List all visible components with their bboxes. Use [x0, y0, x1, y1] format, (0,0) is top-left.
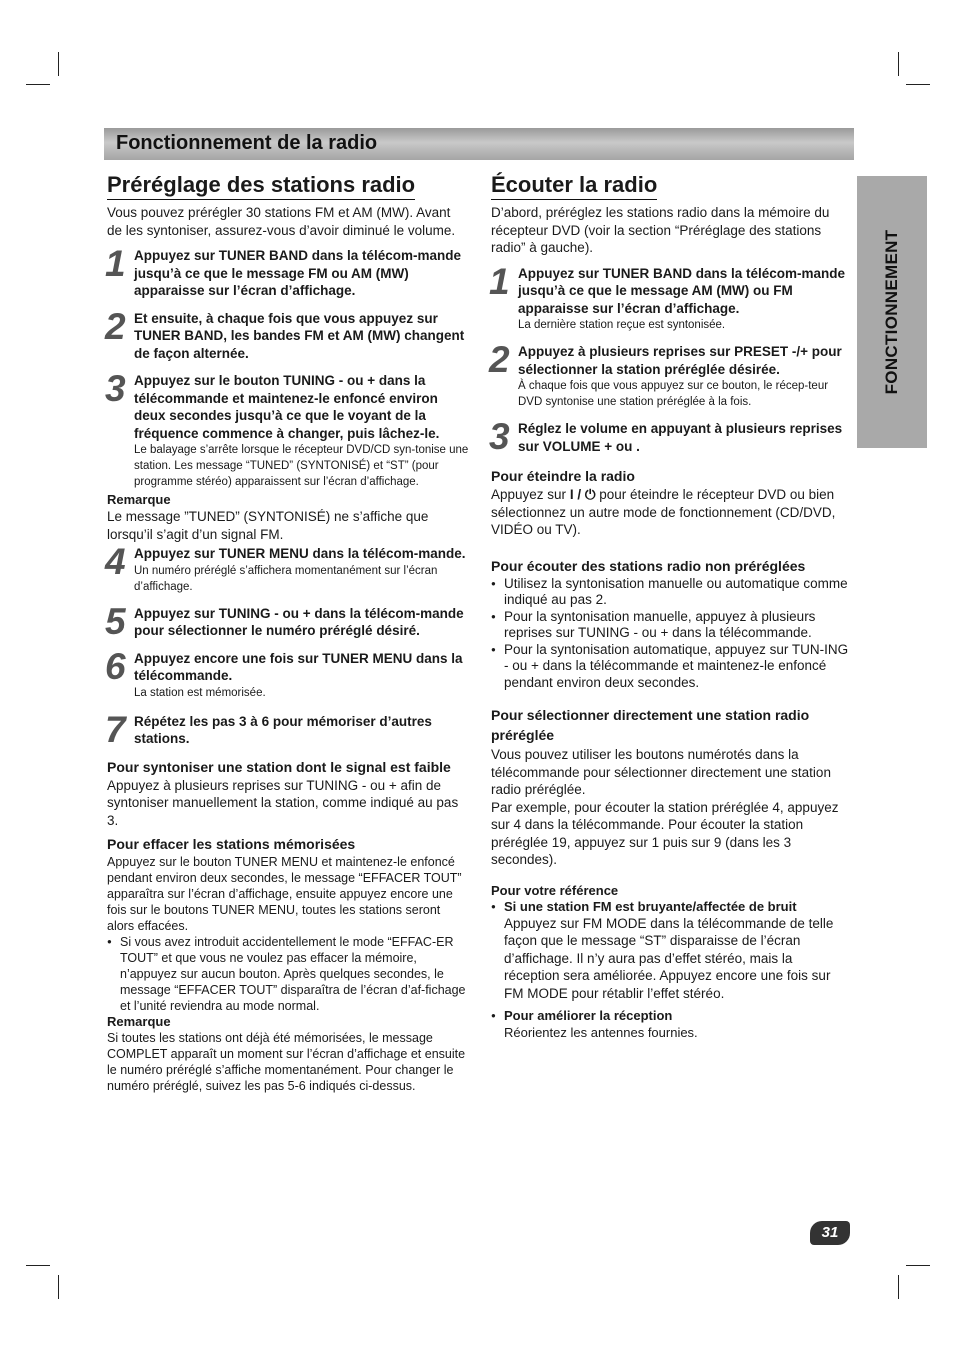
left-title: Préréglage des stations radio: [107, 172, 415, 200]
step-instruction: Appuyez sur TUNER BAND dans la télécom-mande jusqu’à ce que le message AM (MW) ou FM apparaisse sur l’écran d’affichage.: [518, 265, 846, 316]
radio-off-text: [491, 486, 851, 539]
crop-mark: [906, 84, 930, 85]
remark-title: Remarque: [107, 1014, 171, 1029]
step-number: 3: [489, 416, 510, 457]
crop-mark: [58, 1275, 59, 1299]
power-icon: I / ⏻: [569, 487, 596, 502]
step-item: [105, 708, 469, 750]
section-title: Fonctionnement de la radio: [116, 132, 378, 154]
crop-mark: [58, 52, 59, 76]
direct-select-example: Par exemple, pour écouter la station préréglée 4, appuyez sur 4 dans la télécommande. Pour écouter la station préréglée 19, appuyez sur 1 puis sur 9 (dans les 3 secondes).: [491, 799, 839, 867]
erase-bullets: [107, 934, 469, 1014]
step-instruction: Et ensuite, à chaque fois que vous appuyez sur TUNER BAND, les bandes FM et AM (MW) changent de façon alternée.: [134, 310, 465, 361]
step-instruction: Appuyez sur TUNER MENU dans la télécom-mande.: [134, 546, 466, 561]
step-item: [489, 260, 851, 334]
step-item: [489, 339, 851, 410]
step-instruction: Appuyez à plusieurs reprises sur PRESET -/+ pour sélectionner la station préréglée désirée.: [518, 344, 842, 377]
list-item: ● Pour la syntonisation automatique, appuyez sur TUN-ING - ou + dans la télécommande et maintenez-le enfoncé pendant environ deux secondes.: [491, 642, 851, 692]
list-item: ● Pour la syntonisation manuelle, appuyez à plusieurs reprises sur TUNING - ou + dans la télécommande.: [491, 609, 851, 642]
step-number: 1: [105, 243, 126, 284]
sidebar-tab-label: FONCTIONNEMENT: [882, 229, 901, 395]
remark-text: Le message ”TUNED” (SYNTONISÉ) ne s’affiche que lorsqu’il s’agit d’un signal FM.: [107, 509, 429, 542]
reference-item-title: ● Si une station FM est bruyante/affectée de bruit: [504, 898, 797, 914]
step-item: [489, 416, 851, 457]
right-column: [491, 172, 851, 1042]
step-number: 2: [489, 339, 510, 380]
sidebar-tab: [857, 176, 927, 448]
reference-item-text: Appuyez sur FM MODE dans la télécommande de telle façon que le message “ST” disparaisse de l’écran d’affichage. Il n’y aura pas d’effet stéréo, mais la réception sera améliorée. Appuyez encore une fois sur FM MODE pour rétablir l’effet stéréo.: [504, 915, 834, 1001]
step-instruction: Réglez le volume en appuyant à plusieurs reprises sur VOLUME + ou .: [518, 421, 843, 454]
non-preset-bullets: [491, 576, 851, 692]
step-instruction: Répétez les pas 3 à 6 pour mémoriser d’autres stations.: [134, 713, 432, 746]
section-header-band: [104, 128, 854, 160]
radio-off-heading: Pour éteindre la radio: [491, 468, 635, 484]
left-column: [107, 172, 469, 1094]
step-item: [105, 541, 469, 595]
crop-mark: [26, 84, 50, 85]
step-number: 5: [105, 600, 126, 642]
right-title: Écouter la radio: [491, 172, 657, 200]
direct-select-heading: Pour sélectionner directement une station radio préréglée: [491, 707, 810, 743]
list-item: ● Si vous avez introduit accidentellement le mode “EFFAC-ER TOUT” et que vous ne voulez pas effacer la mémoire, n’appuyez sur aucun bouton. Après quelques secondes, le message “EFFACER TOUT” disparaîtra de l’écran d’af-fichage et l’unité reviendra au mode normal.: [107, 934, 469, 1014]
step-number: 7: [105, 708, 126, 750]
list-item: [491, 899, 851, 1003]
right-intro: D’abord, préréglez les stations radio dans la mémoire du récepteur DVD (voir la section “Préréglage des stations radio” à gauche).: [491, 205, 830, 255]
reference-item-text: Réorientez les antennes fournies.: [504, 1025, 698, 1040]
step-note: La station est mémorisée.: [134, 686, 266, 699]
step-note: Le balayage s’arrête lorsque le récepteur DVD/CD syn-tonise une station. Les message “TUNED” (SYNTONISÉ) et “ST” (pour programme stéréo) apparaissent sur l’écran d’affichage.: [134, 444, 469, 488]
step-instruction: Appuyez sur le bouton TUNING - ou + dans la télécommande et maintenez-le enfoncé environ deux secondes jusqu’à ce que le voyant de la fréquence commence à changer, puis lâchez-le.: [134, 373, 440, 441]
left-intro: Vous pouvez prérégler 30 stations FM et AM (MW). Avant de les syntoniser, assurez-vous d’avoir diminué le volume.: [107, 205, 456, 238]
erase-text: Appuyez sur le bouton TUNER MENU et maintenez-le enfoncé pendant environ deux secondes, le message “EFFACER TOUT” apparaîtra sur l’écran d’affichage, ensuite appuyez encore une fois sur le boutons TUNER MENU, toutes les stations seront alors effacées.: [107, 855, 462, 933]
step-number: 2: [105, 305, 126, 347]
step-note: La dernière station reçue est syntonisée.: [518, 319, 726, 331]
step-item: [105, 600, 469, 642]
weak-signal-heading: Pour syntoniser une station dont le signal est faible: [107, 758, 451, 775]
step-instruction: Appuyez sur TUNING - ou + dans la télécom-mande pour sélectionner le numéro préréglé désiré.: [134, 605, 464, 638]
step-number: 6: [105, 645, 126, 687]
step-number: 3: [105, 368, 126, 409]
list-item: [491, 1008, 851, 1042]
step-note: Un numéro préréglé s’affichera momentanément sur l’écran d’affichage.: [134, 564, 438, 593]
remark-text: Si toutes les stations ont déjà été mémorisées, le message COMPLET apparaît un moment sur l’écran d’affichage et ensuite le numéro préréglé s’affiche momentanément. Pour changer le numéro préréglé, suivez les pas 5-6 indiqués ci-dessus.: [107, 1031, 466, 1093]
step-note: À chaque fois que vous appuyez sur ce bouton, le récep-teur DVD syntonise une station préréglée à la fois.: [518, 380, 829, 408]
reference-item-title: ● Pour améliorer la réception: [504, 1008, 673, 1023]
remark-title: Remarque: [107, 492, 171, 507]
reference-list: [491, 899, 851, 1042]
step-item: [105, 645, 469, 701]
step-instruction: Appuyez encore une fois sur TUNER MENU dans la télécommande.: [134, 650, 463, 683]
step-item: [105, 305, 469, 363]
crop-mark: [898, 52, 899, 76]
step-item: [105, 243, 469, 300]
step-number: 4: [105, 541, 126, 582]
step-instruction: Appuyez sur TUNER BAND dans la télécom-mande jusqu’à ce que le message FM ou AM (MW) apparaisse sur l’écran d’affichage.: [134, 248, 462, 298]
list-item: ● Utilisez la syntonisation manuelle ou automatique comme indiqué au pas 2.: [491, 576, 851, 609]
reference-heading: Pour votre référence: [491, 882, 619, 898]
direct-select-text: Vous pouvez utiliser les boutons numérotés dans la télécommande pour sélectionner directement une station radio préréglée.: [491, 747, 831, 797]
step-item: [105, 368, 469, 490]
crop-mark: [906, 1265, 930, 1266]
erase-heading: Pour effacer les stations mémorisées: [107, 836, 356, 852]
page-number-badge: 31: [810, 1221, 850, 1245]
crop-mark: [26, 1265, 50, 1266]
radio-off-pre: Appuyez sur: [491, 487, 567, 502]
step-number: 1: [489, 260, 510, 302]
crop-mark: [898, 1275, 899, 1299]
weak-signal-text: Appuyez à plusieurs reprises sur TUNING - ou + afin de syntoniser manuellement la station, comme indiqué au pas 3.: [107, 777, 459, 828]
non-preset-heading: Pour écouter des stations radio non préréglées: [491, 557, 806, 574]
radio-off-post: pour éteindre le récepteur DVD ou bien sélectionnez un autre mode de fonctionnement (CD/DVD, VIDÉO ou TV).: [491, 487, 836, 537]
